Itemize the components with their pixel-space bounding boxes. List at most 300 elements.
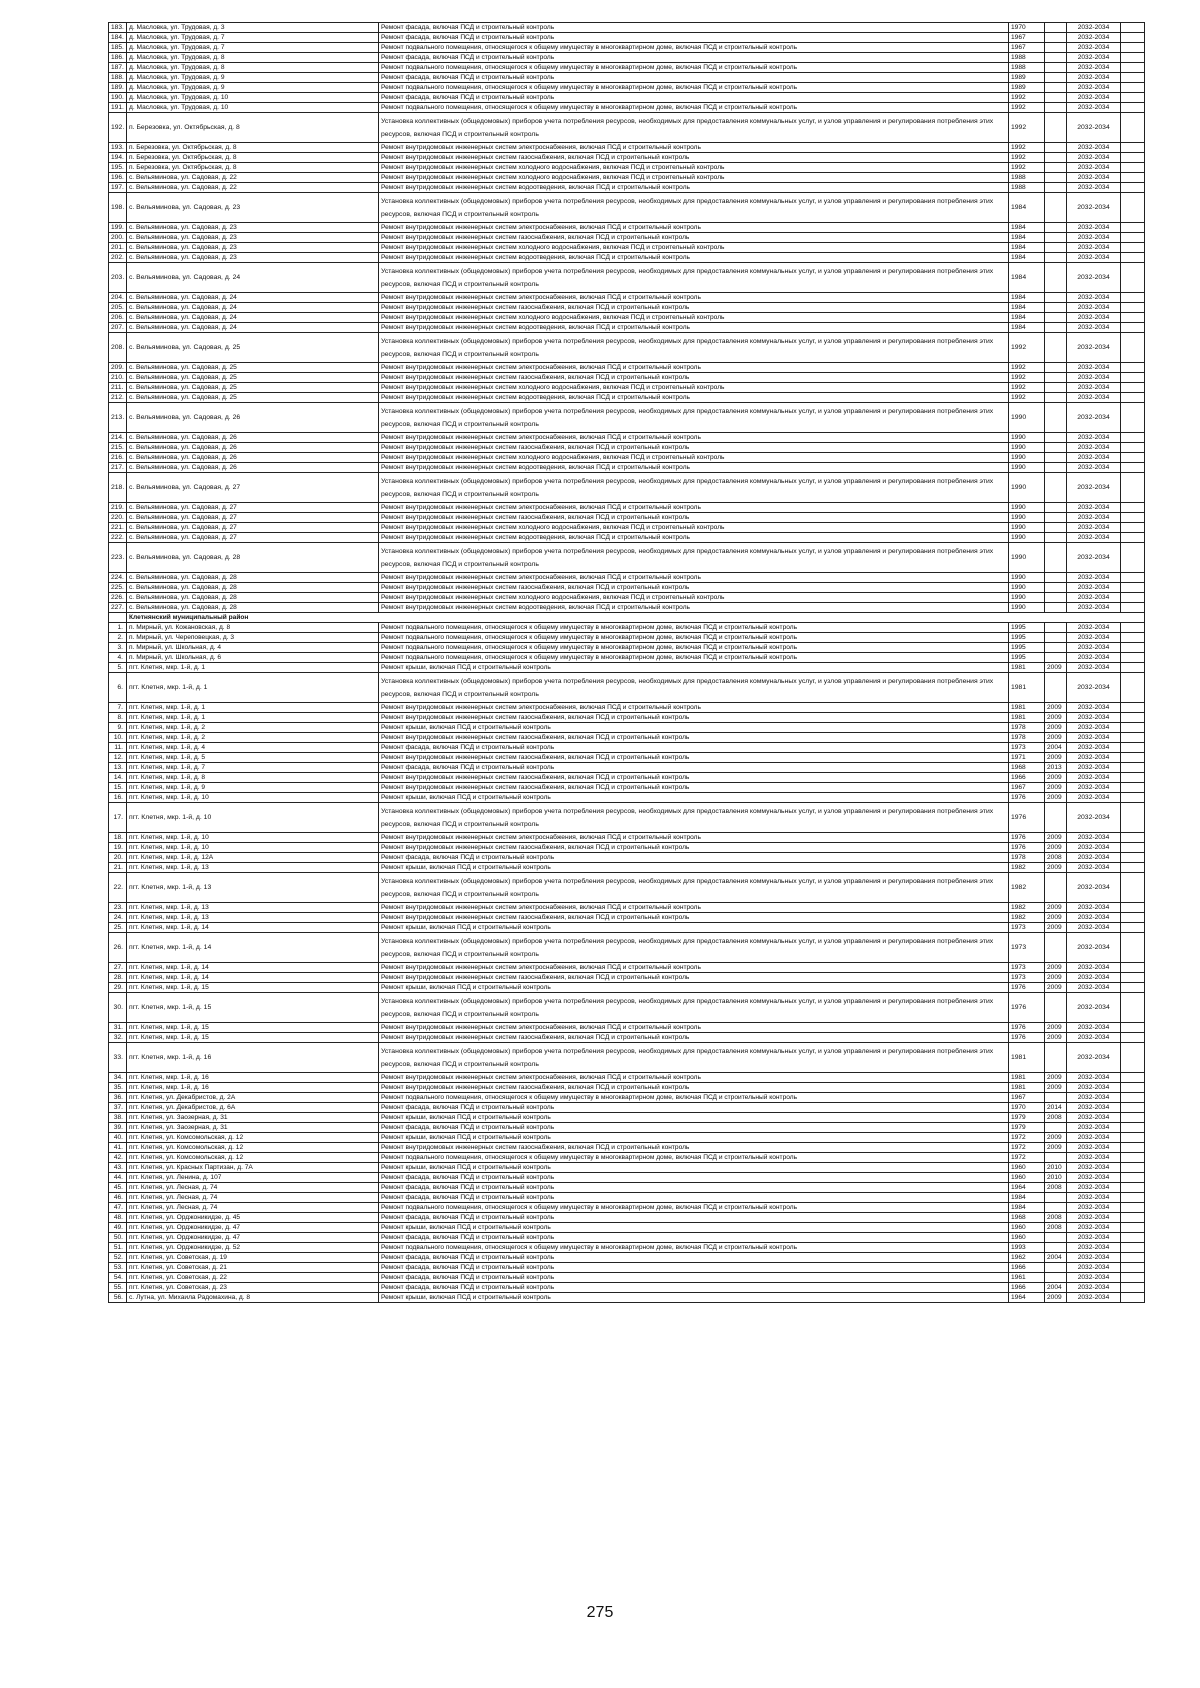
address-cell: пгт. Клетня, мкр. 1-й, д. 15 <box>127 1033 379 1043</box>
spare-cell <box>1121 713 1145 723</box>
year-built-cell: 1967 <box>1009 43 1045 53</box>
work-type-cell: Установка коллективных (общедомовых) приборов учета потребления ресурсов, необходимых для предоставления коммунальных услуг, и узлов управления и регулирования потребления этих ресурсов, включая ПСД и строительный контроль <box>379 993 1009 1023</box>
spare-cell <box>1121 1263 1145 1273</box>
year-built-cell: 1981 <box>1009 1073 1045 1083</box>
planned-period-cell: 2032-2034 <box>1067 853 1121 863</box>
spare-cell <box>1121 373 1145 383</box>
year-built-cell: 1992 <box>1009 373 1045 383</box>
last-repair-year-cell: 2014 <box>1045 1103 1067 1113</box>
address-cell: пгт. Клетня, мкр. 1-й, д. 14 <box>127 963 379 973</box>
address-cell: пгт. Клетня, ул. Советская, д. 22 <box>127 1273 379 1283</box>
last-repair-year-cell <box>1045 603 1067 613</box>
year-built-cell: 1973 <box>1009 923 1045 933</box>
row-number: 200. <box>109 233 127 243</box>
last-repair-year-cell <box>1045 1193 1067 1203</box>
planned-period-cell: 2032-2034 <box>1067 703 1121 713</box>
spare-cell <box>1121 923 1145 933</box>
address-cell: пгт. Клетня, мкр. 1-й, д. 13 <box>127 873 379 903</box>
table-row <box>109 53 1145 63</box>
spare-cell <box>1121 393 1145 403</box>
spare-cell <box>1121 293 1145 303</box>
work-type-cell: Ремонт внутридомовых инженерных систем электроснабжения, включая ПСД и строительный контроль <box>379 223 1009 233</box>
year-built-cell: 1995 <box>1009 623 1045 633</box>
row-number: 183. <box>109 23 127 33</box>
address-cell: пгт. Клетня, ул. Комсомольская, д. 12 <box>127 1133 379 1143</box>
spare-cell <box>1121 843 1145 853</box>
row-number: 222. <box>109 533 127 543</box>
last-repair-year-cell <box>1045 53 1067 63</box>
spare-cell <box>1121 253 1145 263</box>
work-type-cell: Ремонт крыши, включая ПСД и строительный контроль <box>379 983 1009 993</box>
spare-cell <box>1121 913 1145 923</box>
planned-period-cell: 2032-2034 <box>1067 1213 1121 1223</box>
table-row <box>109 853 1145 863</box>
work-type-cell: Ремонт крыши, включая ПСД и строительный контроль <box>379 1113 1009 1123</box>
page-number: 275 <box>586 1604 614 1621</box>
row-number: 225. <box>109 583 127 593</box>
planned-period-cell: 2032-2034 <box>1067 333 1121 363</box>
address-cell: пгт. Клетня, мкр. 1-й, д. 10 <box>127 843 379 853</box>
year-built-cell: 1984 <box>1009 263 1045 293</box>
year-built-cell: 1970 <box>1009 23 1045 33</box>
planned-period-cell: 2032-2034 <box>1067 1293 1121 1303</box>
spare-cell <box>1121 33 1145 43</box>
work-type-cell: Ремонт внутридомовых инженерных систем водоотведения, включая ПСД и строительный контроль <box>379 183 1009 193</box>
address-cell: с. Вельяминова, ул. Садовая, д. 24 <box>127 263 379 293</box>
work-type-cell: Ремонт фасада, включая ПСД и строительный контроль <box>379 53 1009 63</box>
address-cell: пгт. Клетня, мкр. 1-й, д. 13 <box>127 903 379 913</box>
row-number: 18. <box>109 833 127 843</box>
row-number: 196. <box>109 173 127 183</box>
table-row <box>109 393 1145 403</box>
table-row <box>109 703 1145 713</box>
address-cell: с. Вельяминова, ул. Садовая, д. 22 <box>127 183 379 193</box>
planned-period-cell: 2032-2034 <box>1067 633 1121 643</box>
address-cell: п. Березовка, ул. Октябрьская, д. 8 <box>127 143 379 153</box>
last-repair-year-cell: 2009 <box>1045 1293 1067 1303</box>
spare-cell <box>1121 93 1145 103</box>
last-repair-year-cell: 2009 <box>1045 753 1067 763</box>
spare-cell <box>1121 333 1145 363</box>
table-row <box>109 533 1145 543</box>
year-built-cell: 1973 <box>1009 963 1045 973</box>
table-row <box>109 63 1145 73</box>
planned-period-cell: 2032-2034 <box>1067 1113 1121 1123</box>
work-type-cell: Установка коллективных (общедомовых) приборов учета потребления ресурсов, необходимых для предоставления коммунальных услуг, и узлов управления и регулирования потребления этих ресурсов, включая ПСД и строительный контроль <box>379 333 1009 363</box>
last-repair-year-cell <box>1045 1263 1067 1273</box>
planned-period-cell: 2032-2034 <box>1067 933 1121 963</box>
year-built-cell: 1992 <box>1009 333 1045 363</box>
row-number: 2. <box>109 633 127 643</box>
row-number: 185. <box>109 43 127 53</box>
row-number: 219. <box>109 503 127 513</box>
spare-cell <box>1121 1083 1145 1093</box>
planned-period-cell: 2032-2034 <box>1067 973 1121 983</box>
row-number: 216. <box>109 453 127 463</box>
spare-cell <box>1121 243 1145 253</box>
work-type-cell: Ремонт подвального помещения, относящегося к общему имуществу в многоквартирном доме, включая ПСД и строительный контроль <box>379 653 1009 663</box>
row-number: 194. <box>109 153 127 163</box>
address-cell: пгт. Клетня, мкр. 1-й, д. 15 <box>127 983 379 993</box>
last-repair-year-cell <box>1045 223 1067 233</box>
spare-cell <box>1121 443 1145 453</box>
row-number: 6. <box>109 673 127 703</box>
last-repair-year-cell <box>1045 1273 1067 1283</box>
spare-cell <box>1121 723 1145 733</box>
work-type-cell: Ремонт внутридомовых инженерных систем водоотведения, включая ПСД и строительный контроль <box>379 323 1009 333</box>
spare-cell <box>1121 573 1145 583</box>
row-number: 209. <box>109 363 127 373</box>
row-number: 27. <box>109 963 127 973</box>
last-repair-year-cell <box>1045 933 1067 963</box>
last-repair-year-cell <box>1045 253 1067 263</box>
table-row <box>109 863 1145 873</box>
planned-period-cell: 2032-2034 <box>1067 1193 1121 1203</box>
last-repair-year-cell: 2008 <box>1045 1183 1067 1193</box>
row-number: 42. <box>109 1153 127 1163</box>
row-number: 214. <box>109 433 127 443</box>
table-row <box>109 473 1145 503</box>
planned-period-cell: 2032-2034 <box>1067 453 1121 463</box>
row-number: 224. <box>109 573 127 583</box>
year-built-cell: 1995 <box>1009 643 1045 653</box>
work-type-cell: Ремонт фасада, включая ПСД и строительный контроль <box>379 1173 1009 1183</box>
table-row <box>109 963 1145 973</box>
planned-period-cell: 2032-2034 <box>1067 33 1121 43</box>
year-built-cell: 1960 <box>1009 1163 1045 1173</box>
year-built-cell: 1992 <box>1009 93 1045 103</box>
address-cell: пгт. Клетня, мкр. 1-й, д. 16 <box>127 1083 379 1093</box>
address-cell: пгт. Клетня, мкр. 1-й, д. 10 <box>127 833 379 843</box>
work-type-cell: Ремонт внутридомовых инженерных систем газоснабжения, включая ПСД и строительный контроль <box>379 843 1009 853</box>
year-built-cell: 1990 <box>1009 403 1045 433</box>
table-row <box>109 23 1145 33</box>
last-repair-year-cell <box>1045 243 1067 253</box>
last-repair-year-cell: 2009 <box>1045 713 1067 723</box>
address-cell: с. Вельяминова, ул. Садовая, д. 27 <box>127 523 379 533</box>
last-repair-year-cell <box>1045 33 1067 43</box>
row-number: 211. <box>109 383 127 393</box>
last-repair-year-cell <box>1045 583 1067 593</box>
planned-period-cell: 2032-2034 <box>1067 793 1121 803</box>
spare-cell <box>1121 73 1145 83</box>
spare-cell <box>1121 113 1145 143</box>
work-type-cell: Ремонт внутридомовых инженерных систем электроснабжения, включая ПСД и строительный контроль <box>379 903 1009 913</box>
work-type-cell: Ремонт внутридомовых инженерных систем газоснабжения, включая ПСД и строительный контроль <box>379 783 1009 793</box>
address-cell: пгт. Клетня, ул. Комсомольская, д. 12 <box>127 1153 379 1163</box>
year-built-cell: 1976 <box>1009 803 1045 833</box>
work-type-cell: Установка коллективных (общедомовых) приборов учета потребления ресурсов, необходимых для предоставления коммунальных услуг, и узлов управления и регулирования потребления этих ресурсов, включая ПСД и строительный контроль <box>379 263 1009 293</box>
last-repair-year-cell <box>1045 533 1067 543</box>
spare-cell <box>1121 233 1145 243</box>
table-row <box>109 973 1145 983</box>
row-number: 221. <box>109 523 127 533</box>
work-type-cell: Ремонт внутридомовых инженерных систем водоотведения, включая ПСД и строительный контроль <box>379 463 1009 473</box>
table-row <box>109 463 1145 473</box>
work-type-cell: Ремонт подвального помещения, относящегося к общему имуществу в многоквартирном доме, включая ПСД и строительный контроль <box>379 1243 1009 1253</box>
spare-cell <box>1121 1073 1145 1083</box>
table-row <box>109 933 1145 963</box>
spare-cell <box>1121 853 1145 863</box>
work-type-cell: Ремонт подвального помещения, относящегося к общему имуществу в многоквартирном доме, включая ПСД и строительный контроль <box>379 643 1009 653</box>
table-row <box>109 993 1145 1023</box>
last-repair-year-cell <box>1045 473 1067 503</box>
table-row <box>109 603 1145 613</box>
year-built-cell: 1992 <box>1009 163 1045 173</box>
work-type-cell: Ремонт внутридомовых инженерных систем водоотведения, включая ПСД и строительный контроль <box>379 533 1009 543</box>
address-cell: пгт. Клетня, мкр. 1-й, д. 12А <box>127 853 379 863</box>
year-built-cell: 1990 <box>1009 463 1045 473</box>
table-row <box>109 913 1145 923</box>
row-number: 45. <box>109 1183 127 1193</box>
work-type-cell: Установка коллективных (общедомовых) приборов учета потребления ресурсов, необходимых для предоставления коммунальных услуг, и узлов управления и регулирования потребления этих ресурсов, включая ПСД и строительный контроль <box>379 933 1009 963</box>
table-row <box>109 723 1145 733</box>
address-cell: с. Вельяминова, ул. Садовая, д. 26 <box>127 443 379 453</box>
planned-period-cell: 2032-2034 <box>1067 533 1121 543</box>
last-repair-year-cell: 2009 <box>1045 793 1067 803</box>
row-number: 204. <box>109 293 127 303</box>
table-row <box>109 873 1145 903</box>
row-number: 40. <box>109 1133 127 1143</box>
spare-cell <box>1121 163 1145 173</box>
spare-cell <box>1121 303 1145 313</box>
last-repair-year-cell <box>1045 193 1067 223</box>
row-number: 49. <box>109 1223 127 1233</box>
row-number: 193. <box>109 143 127 153</box>
work-type-cell: Ремонт фасада, включая ПСД и строительный контроль <box>379 853 1009 863</box>
work-type-cell: Ремонт фасада, включая ПСД и строительный контроль <box>379 1273 1009 1283</box>
spare-cell <box>1121 653 1145 663</box>
year-built-cell: 1961 <box>1009 1273 1045 1283</box>
address-cell: д. Масловка, ул. Трудовая, д. 7 <box>127 33 379 43</box>
spare-cell <box>1121 403 1145 433</box>
last-repair-year-cell <box>1045 633 1067 643</box>
last-repair-year-cell <box>1045 1233 1067 1243</box>
address-cell: д. Масловка, ул. Трудовая, д. 9 <box>127 73 379 83</box>
table-row <box>109 1133 1145 1143</box>
table-row <box>109 773 1145 783</box>
work-type-cell: Ремонт фасада, включая ПСД и строительный контроль <box>379 73 1009 83</box>
table-row <box>109 1203 1145 1213</box>
last-repair-year-cell <box>1045 1093 1067 1103</box>
row-number: 28. <box>109 973 127 983</box>
section-number-cell <box>109 613 127 623</box>
work-type-cell: Ремонт фасада, включая ПСД и строительный контроль <box>379 23 1009 33</box>
year-built-cell: 1973 <box>1009 933 1045 963</box>
year-built-cell: 1984 <box>1009 223 1045 233</box>
address-cell: пгт. Клетня, ул. Красных Партизан, д. 7А <box>127 1163 379 1173</box>
row-number: 191. <box>109 103 127 113</box>
last-repair-year-cell <box>1045 513 1067 523</box>
row-number: 197. <box>109 183 127 193</box>
address-cell: пгт. Клетня, мкр. 1-й, д. 1 <box>127 713 379 723</box>
address-cell: пгт. Клетня, мкр. 1-й, д. 1 <box>127 703 379 713</box>
row-number: 34. <box>109 1073 127 1083</box>
spare-cell <box>1121 463 1145 473</box>
planned-period-cell: 2032-2034 <box>1067 1083 1121 1093</box>
row-number: 48. <box>109 1213 127 1223</box>
last-repair-year-cell <box>1045 383 1067 393</box>
spare-cell <box>1121 663 1145 673</box>
year-built-cell: 1968 <box>1009 1213 1045 1223</box>
address-cell: пгт. Клетня, мкр. 1-й, д. 13 <box>127 913 379 923</box>
table-row <box>109 1143 1145 1153</box>
row-number: 33. <box>109 1043 127 1073</box>
table-row <box>109 1153 1145 1163</box>
last-repair-year-cell <box>1045 993 1067 1023</box>
table-row <box>109 743 1145 753</box>
row-number: 201. <box>109 243 127 253</box>
work-type-cell: Ремонт внутридомовых инженерных систем газоснабжения, включая ПСД и строительный контроль <box>379 443 1009 453</box>
work-type-cell: Ремонт внутридомовых инженерных систем водоотведения, включая ПСД и строительный контроль <box>379 603 1009 613</box>
work-type-cell: Установка коллективных (общедомовых) приборов учета потребления ресурсов, необходимых для предоставления коммунальных услуг, и узлов управления и регулирования потребления этих ресурсов, включая ПСД и строительный контроль <box>379 1043 1009 1073</box>
address-cell: пгт. Клетня, ул. Советская, д. 21 <box>127 1263 379 1273</box>
address-cell: пгт. Клетня, мкр. 1-й, д. 14 <box>127 973 379 983</box>
row-number: 22. <box>109 873 127 903</box>
row-number: 223. <box>109 543 127 573</box>
planned-period-cell: 2032-2034 <box>1067 753 1121 763</box>
spare-cell <box>1121 643 1145 653</box>
address-cell: с. Вельяминова, ул. Садовая, д. 28 <box>127 603 379 613</box>
last-repair-year-cell <box>1045 403 1067 433</box>
spare-cell <box>1121 1023 1145 1033</box>
planned-period-cell: 2032-2034 <box>1067 763 1121 773</box>
spare-cell <box>1121 803 1145 833</box>
last-repair-year-cell <box>1045 233 1067 243</box>
section-row <box>109 613 1145 623</box>
last-repair-year-cell: 2009 <box>1045 1073 1067 1083</box>
last-repair-year-cell <box>1045 643 1067 653</box>
last-repair-year-cell <box>1045 263 1067 293</box>
planned-period-cell: 2032-2034 <box>1067 1263 1121 1273</box>
table-row <box>109 1193 1145 1203</box>
last-repair-year-cell <box>1045 83 1067 93</box>
address-cell: п. Мирный, ул. Кожановская, д. 8 <box>127 623 379 633</box>
row-number: 26. <box>109 933 127 963</box>
work-type-cell: Ремонт крыши, включая ПСД и строительный контроль <box>379 793 1009 803</box>
row-number: 208. <box>109 333 127 363</box>
spare-cell <box>1121 743 1145 753</box>
work-type-cell: Ремонт фасада, включая ПСД и строительный контроль <box>379 1183 1009 1193</box>
year-built-cell: 1984 <box>1009 323 1045 333</box>
table-row <box>109 143 1145 153</box>
planned-period-cell: 2032-2034 <box>1067 1043 1121 1073</box>
work-type-cell: Ремонт фасада, включая ПСД и строительный контроль <box>379 33 1009 43</box>
planned-period-cell: 2032-2034 <box>1067 1073 1121 1083</box>
spare-cell <box>1121 933 1145 963</box>
planned-period-cell: 2032-2034 <box>1067 83 1121 93</box>
last-repair-year-cell <box>1045 373 1067 383</box>
last-repair-year-cell: 2009 <box>1045 903 1067 913</box>
planned-period-cell: 2032-2034 <box>1067 863 1121 873</box>
row-number: 21. <box>109 863 127 873</box>
table-row <box>109 33 1145 43</box>
row-number: 13. <box>109 763 127 773</box>
planned-period-cell: 2032-2034 <box>1067 1033 1121 1043</box>
spare-cell <box>1121 543 1145 573</box>
planned-period-cell: 2032-2034 <box>1067 1143 1121 1153</box>
address-cell: пгт. Клетня, мкр. 1-й, д. 2 <box>127 723 379 733</box>
work-type-cell: Ремонт внутридомовых инженерных систем холодного водоснабжения, включая ПСД и строительный контроль <box>379 163 1009 173</box>
spare-cell <box>1121 223 1145 233</box>
spare-cell <box>1121 673 1145 703</box>
planned-period-cell: 2032-2034 <box>1067 293 1121 303</box>
year-built-cell: 1992 <box>1009 113 1045 143</box>
year-built-cell: 1976 <box>1009 993 1045 1023</box>
year-built-cell: 1981 <box>1009 663 1045 673</box>
table-row <box>109 373 1145 383</box>
planned-period-cell: 2032-2034 <box>1067 643 1121 653</box>
table-row <box>109 1173 1145 1183</box>
work-type-cell: Ремонт внутридомовых инженерных систем газоснабжения, включая ПСД и строительный контроль <box>379 513 1009 523</box>
table-row <box>109 643 1145 653</box>
address-cell: с. Вельяминова, ул. Садовая, д. 23 <box>127 223 379 233</box>
work-type-cell: Ремонт крыши, включая ПСД и строительный контроль <box>379 1133 1009 1143</box>
last-repair-year-cell <box>1045 333 1067 363</box>
year-built-cell: 1984 <box>1009 303 1045 313</box>
table-row <box>109 1083 1145 1093</box>
row-number: 198. <box>109 193 127 223</box>
year-built-cell: 1981 <box>1009 713 1045 723</box>
row-number: 192. <box>109 113 127 143</box>
last-repair-year-cell <box>1045 113 1067 143</box>
spare-cell <box>1121 383 1145 393</box>
year-built-cell: 1978 <box>1009 853 1045 863</box>
last-repair-year-cell: 2013 <box>1045 763 1067 773</box>
row-number: 46. <box>109 1193 127 1203</box>
work-type-cell: Ремонт внутридомовых инженерных систем холодного водоснабжения, включая ПСД и строительный контроль <box>379 243 1009 253</box>
planned-period-cell: 2032-2034 <box>1067 1203 1121 1213</box>
row-number: 55. <box>109 1283 127 1293</box>
row-number: 206. <box>109 313 127 323</box>
row-number: 213. <box>109 403 127 433</box>
year-built-cell: 1982 <box>1009 873 1045 903</box>
row-number: 202. <box>109 253 127 263</box>
last-repair-year-cell: 2009 <box>1045 1083 1067 1093</box>
row-number: 47. <box>109 1203 127 1213</box>
planned-period-cell: 2032-2034 <box>1067 1283 1121 1293</box>
planned-period-cell: 2032-2034 <box>1067 1153 1121 1163</box>
last-repair-year-cell: 2009 <box>1045 1033 1067 1043</box>
address-cell: д. Масловка, ул. Трудовая, д. 8 <box>127 63 379 73</box>
work-type-cell: Ремонт фасада, включая ПСД и строительный контроль <box>379 1123 1009 1133</box>
work-type-cell: Ремонт внутридомовых инженерных систем электроснабжения, включая ПСД и строительный контроль <box>379 573 1009 583</box>
table-row <box>109 1103 1145 1113</box>
year-built-cell: 1964 <box>1009 1293 1045 1303</box>
last-repair-year-cell: 2009 <box>1045 973 1067 983</box>
row-number: 39. <box>109 1123 127 1133</box>
table-row <box>109 903 1145 913</box>
last-repair-year-cell: 2010 <box>1045 1173 1067 1183</box>
last-repair-year-cell <box>1045 573 1067 583</box>
work-type-cell: Ремонт подвального помещения, относящегося к общему имуществу в многоквартирном доме, включая ПСД и строительный контроль <box>379 63 1009 73</box>
year-built-cell: 1978 <box>1009 733 1045 743</box>
spare-cell <box>1121 1133 1145 1143</box>
planned-period-cell: 2032-2034 <box>1067 373 1121 383</box>
table-row <box>109 233 1145 243</box>
year-built-cell: 1972 <box>1009 1133 1045 1143</box>
address-cell: пгт. Клетня, мкр. 1-й, д. 14 <box>127 933 379 963</box>
planned-period-cell: 2032-2034 <box>1067 1183 1121 1193</box>
spare-cell <box>1121 603 1145 613</box>
year-built-cell: 1990 <box>1009 593 1045 603</box>
planned-period-cell: 2032-2034 <box>1067 963 1121 973</box>
table-row <box>109 573 1145 583</box>
year-built-cell: 1972 <box>1009 1153 1045 1163</box>
last-repair-year-cell: 2009 <box>1045 843 1067 853</box>
work-type-cell: Ремонт внутридомовых инженерных систем холодного водоснабжения, включая ПСД и строительный контроль <box>379 383 1009 393</box>
address-cell: п. Мирный, ул. Школьная, д. 4 <box>127 643 379 653</box>
